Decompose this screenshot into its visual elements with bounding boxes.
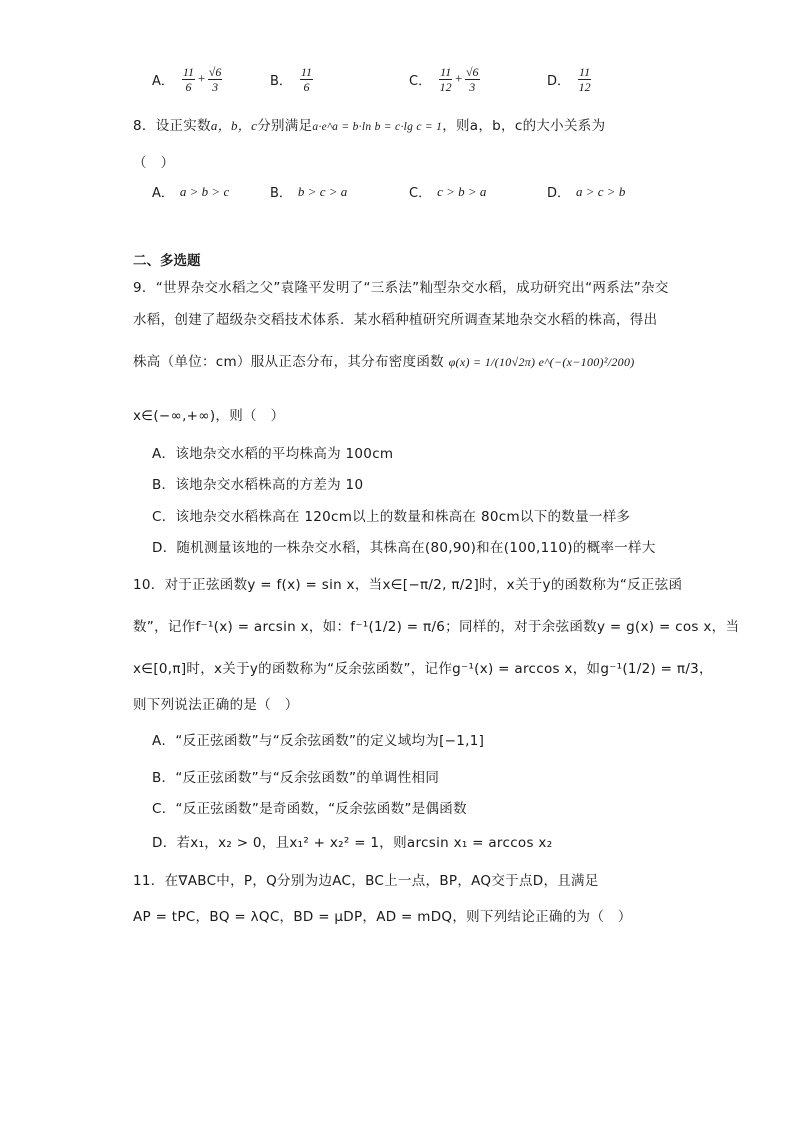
q9-line-2: 水稻，创建了超级杂交稻技术体系．某水稻种植研究所调查某地杂交水稻的株高，得出 [133,312,658,328]
q8-option-b: B． b > c > a [270,183,348,201]
q9-density-function: φ(x) = 1/(10√2π) e^(−(x−100)²/200) [448,355,635,369]
q7-option-c-expr: $\frac{11}{12}$ + $\frac{√6}{3}$ [439,65,479,94]
q9-line-3: 株高（单位：cm）服从正态分布，其分布密度函数 φ(x) = 1/(10√2π) e^(−(x−100)²/200) [133,354,635,370]
q8-options [152,182,672,210]
q11-line-1: 11．在∇ABC中，P，Q分别为边AC，BC上一点，BP，AQ交于点D，且满足 [133,873,599,889]
q7-option-c: C． $\frac{11}{12}$ + $\frac{√6}{3}$ [409,66,482,93]
q7-options [152,66,672,94]
q11-line-2: AP = tPC，BQ = λQC，BD = μDP，AD = mDQ，则下列结论正确的为（ ） [133,909,632,925]
q7-option-a: A． $\frac{11}{6}$ + $\frac{√6}{3}$ [152,66,224,93]
q7-option-a-expr: $\frac{11}{6}$ + $\frac{√6}{3}$ [182,65,222,94]
q10-line-1: 10．对于正弦函数y = f(x) = sin x，当x∈[−π/2, π/2]时，x关于y的函数称为“反正弦函 [133,577,683,593]
q8-option-a: A． a > b > c [152,183,230,201]
q7-option-d-expr: $\frac{11}{12}$ [578,65,591,94]
q9-option-c: C．该地杂交水稻株高在 120cm以上的数量和株高在 80cm以下的数量一样多 [152,509,631,525]
q8-condition: a·e^a = b·ln b = c·lg c = 1 [312,121,443,133]
q10-option-a: A．“反正弦函数”与“反余弦函数”的定义域均为[−1,1] [152,733,485,749]
q8-option-c: C． c > b > a [409,183,487,201]
q7-option-b-expr: $\frac{11}{6}$ [300,65,313,94]
q7-option-d: D． $\frac{11}{12}$ [547,66,593,93]
q10-option-b: B．“反正弦函数”与“反余弦函数”的单调性相同 [152,770,440,786]
q8-stem: 8．设正实数a，b，c分别满足a·e^a = b·ln b = c·lg c = 1，则a，b，c的大小关系为 [133,118,606,134]
q10-line-3: x∈[0,π]时，x关于y的函数称为“反余弦函数”，记作g⁻¹(x) = arccos x，如g⁻¹(1/2) = π/3， [133,661,713,677]
q9-line-4: x∈(−∞,+∞)，则（ ） [133,408,285,424]
q8-bracket: （ ） [133,155,175,171]
q8-option-d: D． a > c > b [547,183,626,201]
q10-option-c: C．“反正弦函数”是奇函数，“反余弦函数”是偶函数 [152,801,467,817]
q7-option-b: B． $\frac{11}{6}$ [270,66,315,93]
q9-option-d: D．随机测量该地的一株杂交水稻，其株高在(80,90)和在(100,110)的概率一样大 [152,540,656,556]
q10-line-2: 数”，记作f⁻¹(x) = arcsin x，如：f⁻¹(1/2) = π/6；同样的，对于余弦函数y = g(x) = cos x，当 [133,619,740,635]
q9-option-a: A．该地杂交水稻的平均株高为 100cm [152,446,394,462]
q9-line-1: 9．“世界杂交水稻之父”袁隆平发明了“三系法”籼型杂交水稻，成功研究出“两系法”杂交 [133,280,669,296]
q9-option-b: B．该地杂交水稻株高的方差为 10 [152,477,364,493]
section-title: 二、多选题 [133,253,201,269]
q10-line-4: 则下列说法正确的是（ ） [133,697,299,713]
q10-option-d: D．若x₁，x₂ > 0，且x₁² + x₂² = 1，则arcsin x₁ = arccos x₂ [152,835,553,851]
